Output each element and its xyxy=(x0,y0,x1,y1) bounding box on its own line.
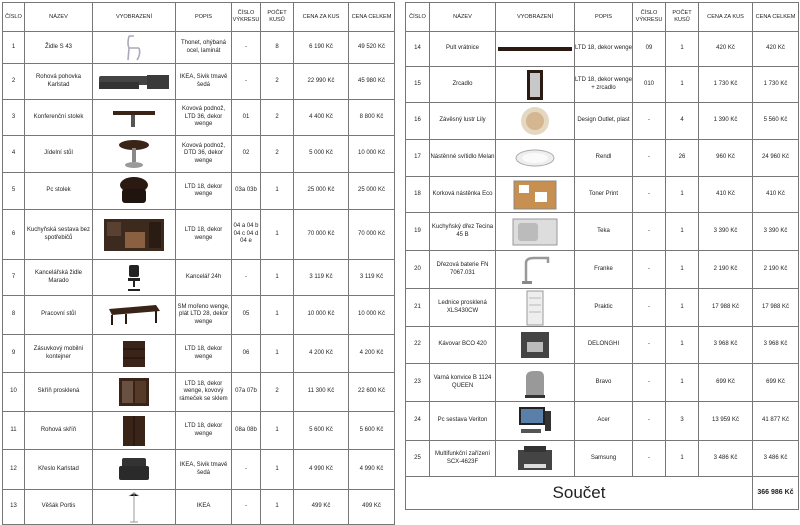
header-desc: POPIS xyxy=(575,3,633,32)
cell-desc: IKEA xyxy=(176,490,232,525)
cell-num: 7 xyxy=(3,260,25,296)
cell-qty: 1 xyxy=(261,296,294,335)
cell-total-price: 2 190 Kč xyxy=(753,251,799,289)
cell-unit-price: 1 730 Kč xyxy=(699,67,753,103)
cell-name: Kuchyňská sestava bez spotřebičů xyxy=(25,210,93,260)
cell-desc: IKEA, Sivik tmavě šedá xyxy=(176,450,232,490)
cell-unit-price: 17 988 Kč xyxy=(699,289,753,327)
summary-label: Součet xyxy=(406,477,753,510)
header-name: NÁZEV xyxy=(25,3,93,32)
cell-name: Varná konvice B 1124 QUEEN xyxy=(430,364,496,402)
cell-unit-price: 11 300 Kč xyxy=(294,373,349,412)
header-num: ČÍSLO xyxy=(406,3,430,32)
table-row xyxy=(406,67,799,103)
cell-unit-price: 3 486 Kč xyxy=(699,441,753,477)
cell-name: Multifunkční zařízení SCX-4623F xyxy=(430,441,496,477)
sofa-icon xyxy=(93,73,175,91)
cell-drawing: - xyxy=(633,364,666,402)
computer-icon xyxy=(496,405,574,437)
cell-total-price: 10 000 Kč xyxy=(349,296,395,335)
cell-total-price: 45 980 Kč xyxy=(349,64,395,100)
cell-name: Kancelářská židle Marado xyxy=(25,260,93,296)
chair-icon xyxy=(93,34,175,62)
cell-drawing: 01 xyxy=(232,100,261,136)
cell-num: 20 xyxy=(406,251,430,289)
cell-drawing: - xyxy=(633,441,666,477)
table-row xyxy=(406,251,799,289)
table-row xyxy=(3,335,395,373)
glass-cabinet-icon xyxy=(93,376,175,408)
cell-drawing: - xyxy=(232,260,261,296)
header-total-price: CENA CELKEM xyxy=(349,3,395,32)
table-row xyxy=(3,173,395,210)
cell-drawing: 010 xyxy=(633,67,666,103)
cell-unit-price: 2 190 Kč xyxy=(699,251,753,289)
cell-total-price: 49 520 Kč xyxy=(349,32,395,64)
cell-desc: Kancelář 24h xyxy=(176,260,232,296)
cell-unit-price: 1 390 Kč xyxy=(699,103,753,140)
cell-qty: 1 xyxy=(261,210,294,260)
cell-unit-price: 13 959 Kč xyxy=(699,402,753,441)
coat-rack-icon xyxy=(93,490,175,524)
cell-unit-price: 960 Kč xyxy=(699,140,753,177)
chandelier-icon xyxy=(496,105,574,137)
cell-drawing: - xyxy=(232,450,261,490)
cell-unit-price: 70 000 Kč xyxy=(294,210,349,260)
cell-name: Korková nástěnka Eco xyxy=(430,177,496,213)
cell-desc: Toner Print xyxy=(575,177,633,213)
cell-total-price: 25 000 Kč xyxy=(349,173,395,210)
cell-num: 15 xyxy=(406,67,430,103)
cell-num: 3 xyxy=(3,100,25,136)
cell-unit-price: 4 990 Kč xyxy=(294,450,349,490)
cell-total-price: 3 390 Kč xyxy=(753,213,799,251)
printer-icon xyxy=(496,444,574,474)
cell-num: 17 xyxy=(406,140,430,177)
cell-qty: 1 xyxy=(666,32,699,67)
drawer-container-icon xyxy=(93,339,175,369)
cell-qty: 1 xyxy=(261,450,294,490)
cell-name: Nástěnné svítidlo Melan xyxy=(430,140,496,177)
cell-num: 16 xyxy=(406,103,430,140)
cell-total-price: 3 968 Kč xyxy=(753,327,799,364)
cell-total-price: 5 600 Kč xyxy=(349,412,395,450)
cell-total-price: 5 560 Kč xyxy=(753,103,799,140)
cell-qty: 1 xyxy=(666,289,699,327)
cell-drawing: 05 xyxy=(232,296,261,335)
cell-image xyxy=(496,140,575,177)
pc-desk-icon xyxy=(93,175,175,207)
cell-unit-price: 10 000 Kč xyxy=(294,296,349,335)
mirror-icon xyxy=(496,68,574,102)
cell-name: Dřezová baterie FN 7067.031 xyxy=(430,251,496,289)
cell-qty: 1 xyxy=(666,364,699,402)
cell-drawing: 08a 08b xyxy=(232,412,261,450)
cell-qty: 1 xyxy=(666,327,699,364)
cell-unit-price: 4 200 Kč xyxy=(294,335,349,373)
cell-desc: LTD 18, dekor wenge xyxy=(176,173,232,210)
cell-unit-price: 410 Kč xyxy=(699,177,753,213)
cell-image xyxy=(93,64,176,100)
cell-num: 9 xyxy=(3,335,25,373)
cell-total-price: 4 200 Kč xyxy=(349,335,395,373)
table-row xyxy=(406,402,799,441)
cell-total-price: 499 Kč xyxy=(349,490,395,525)
cell-unit-price: 6 190 Kč xyxy=(294,32,349,64)
kettle-icon xyxy=(496,367,574,399)
cell-drawing: 07a 07b xyxy=(232,373,261,412)
header-row xyxy=(406,3,799,32)
cell-qty: 2 xyxy=(261,136,294,173)
header-drawing: ČÍSLO VÝKRESU xyxy=(633,3,666,32)
cell-qty: 1 xyxy=(261,490,294,525)
cell-num: 5 xyxy=(3,173,25,210)
cell-total-price: 10 000 Kč xyxy=(349,136,395,173)
cell-drawing: - xyxy=(633,327,666,364)
cell-name: Lednice prosklená XLS430CW xyxy=(430,289,496,327)
cell-desc: LTD 18, dekor wenge xyxy=(575,32,633,67)
summary-total: 366 986 Kč xyxy=(753,477,799,510)
cell-name: Pc sestava Veriton xyxy=(430,402,496,441)
cell-image xyxy=(496,177,575,213)
cell-name: Křeslo Karlstad xyxy=(25,450,93,490)
cell-qty: 3 xyxy=(666,402,699,441)
cell-qty: 1 xyxy=(666,251,699,289)
cell-qty: 4 xyxy=(666,103,699,140)
cell-image xyxy=(93,260,176,296)
cell-num: 19 xyxy=(406,213,430,251)
cell-desc: Teka xyxy=(575,213,633,251)
cell-image xyxy=(496,364,575,402)
cell-desc: LTD 18, dekor wenge, kovový rámeček se sklem xyxy=(176,373,232,412)
cell-name: Zásuvkový mobilní kontejner xyxy=(25,335,93,373)
cell-total-price: 8 800 Kč xyxy=(349,100,395,136)
cell-image xyxy=(93,335,176,373)
cell-drawing: - xyxy=(232,64,261,100)
table-row xyxy=(3,136,395,173)
cell-image xyxy=(93,173,176,210)
coffee-machine-icon xyxy=(496,330,574,360)
cell-qty: 1 xyxy=(666,177,699,213)
armchair-icon xyxy=(93,456,175,484)
cell-num: 6 xyxy=(3,210,25,260)
cell-total-price: 420 Kč xyxy=(753,32,799,67)
cell-qty: 1 xyxy=(261,412,294,450)
header-image: VYOBRAZENÍ xyxy=(496,3,575,32)
cell-qty: 2 xyxy=(261,64,294,100)
cell-desc: LTD 18, dekor wenge xyxy=(176,412,232,450)
faucet-icon xyxy=(496,255,574,285)
cell-num: 10 xyxy=(3,373,25,412)
cell-image xyxy=(93,32,176,64)
cell-desc: LTD 18, dekor wenge + zrcadlo xyxy=(575,67,633,103)
cell-total-price: 1 730 Kč xyxy=(753,67,799,103)
cell-image xyxy=(93,136,176,173)
cell-desc: SM mořeno wenge, plát LTD 28, dekor wenge xyxy=(176,296,232,335)
cell-unit-price: 4 400 Kč xyxy=(294,100,349,136)
cell-desc: LTD 18, dekor wenge xyxy=(176,210,232,260)
cell-num: 21 xyxy=(406,289,430,327)
cell-drawing: 03a 03b xyxy=(232,173,261,210)
cell-name: Rohová pohovka Karlstad xyxy=(25,64,93,100)
cell-total-price: 699 Kč xyxy=(753,364,799,402)
cell-drawing: - xyxy=(633,289,666,327)
cell-desc: Kovová podnož, DTD 36, dekor wenge xyxy=(176,136,232,173)
cell-drawing: - xyxy=(633,213,666,251)
cell-qty: 1 xyxy=(666,67,699,103)
cell-desc: Franke xyxy=(575,251,633,289)
cell-drawing: - xyxy=(633,177,666,213)
header-image: VYOBRAZENÍ xyxy=(93,3,176,32)
kitchen-icon xyxy=(93,218,175,252)
cell-name: Rohová skříň xyxy=(25,412,93,450)
cell-num: 14 xyxy=(406,32,430,67)
cell-total-price: 24 960 Kč xyxy=(753,140,799,177)
cell-desc: Kovová podnož, LTD 36, dekor wenge xyxy=(176,100,232,136)
work-desk-icon xyxy=(93,303,175,327)
cell-image xyxy=(93,296,176,335)
table-row xyxy=(406,213,799,251)
table-row xyxy=(406,364,799,402)
cell-unit-price: 25 000 Kč xyxy=(294,173,349,210)
cell-name: Závěsný lustr Lily xyxy=(430,103,496,140)
cell-drawing: - xyxy=(232,32,261,64)
cell-qty: 2 xyxy=(261,100,294,136)
cell-qty: 26 xyxy=(666,140,699,177)
cell-desc: Praktic xyxy=(575,289,633,327)
header-desc: POPIS xyxy=(176,3,232,32)
cell-image xyxy=(93,373,176,412)
cell-total-price: 41 877 Kč xyxy=(753,402,799,441)
cell-name: Pc stolek xyxy=(25,173,93,210)
cell-drawing: - xyxy=(232,490,261,525)
cell-image xyxy=(496,251,575,289)
cell-qty: 2 xyxy=(261,373,294,412)
cell-total-price: 17 988 Kč xyxy=(753,289,799,327)
sink-icon xyxy=(496,217,574,247)
cell-total-price: 22 600 Kč xyxy=(349,373,395,412)
cell-name: Židle S 43 xyxy=(25,32,93,64)
cell-num: 4 xyxy=(3,136,25,173)
cell-name: Zrcadlo xyxy=(430,67,496,103)
furniture-table-right xyxy=(405,2,799,510)
table-row xyxy=(3,296,395,335)
header-name: NÁZEV xyxy=(430,3,496,32)
cell-unit-price: 499 Kč xyxy=(294,490,349,525)
cell-unit-price: 3 390 Kč xyxy=(699,213,753,251)
cell-image xyxy=(496,402,575,441)
cell-desc: Rendl xyxy=(575,140,633,177)
cell-unit-price: 5 600 Kč xyxy=(294,412,349,450)
header-unit-price: CENA ZA KUS xyxy=(294,3,349,32)
cell-image xyxy=(496,213,575,251)
cell-unit-price: 3 119 Kč xyxy=(294,260,349,296)
cell-unit-price: 5 000 Kč xyxy=(294,136,349,173)
cell-qty: 1 xyxy=(666,441,699,477)
cell-image xyxy=(496,103,575,140)
cell-num: 23 xyxy=(406,364,430,402)
cell-num: 24 xyxy=(406,402,430,441)
table-row xyxy=(3,450,395,490)
table-row xyxy=(3,64,395,100)
cell-name: Kuchyňský dřez Tecina 45 B xyxy=(430,213,496,251)
cell-image xyxy=(496,67,575,103)
header-qty: POČET KUSŮ xyxy=(261,3,294,32)
cell-desc: Thonet, ohýbaná ocel, laminát xyxy=(176,32,232,64)
cell-image xyxy=(496,327,575,364)
table-row xyxy=(3,100,395,136)
table-row xyxy=(3,373,395,412)
cell-name: Pult vrátnice xyxy=(430,32,496,67)
cell-desc: LTD 18, dekor wenge xyxy=(176,335,232,373)
cell-name: Věšák Portis xyxy=(25,490,93,525)
cell-image xyxy=(93,450,176,490)
cell-unit-price: 22 990 Kč xyxy=(294,64,349,100)
header-row xyxy=(3,3,395,32)
cell-num: 25 xyxy=(406,441,430,477)
cell-name: Skříň prosklená xyxy=(25,373,93,412)
header-num: ČÍSLO xyxy=(3,3,25,32)
cell-total-price: 3 486 Kč xyxy=(753,441,799,477)
cell-image xyxy=(496,441,575,477)
corner-cabinet-icon xyxy=(93,414,175,448)
corkboard-icon xyxy=(496,180,574,210)
table-row xyxy=(406,103,799,140)
cell-qty: 1 xyxy=(666,213,699,251)
wall-lamp-icon xyxy=(496,146,574,170)
office-chair-icon xyxy=(93,264,175,292)
fridge-icon xyxy=(496,290,574,326)
cell-desc: Acer xyxy=(575,402,633,441)
header-drawing: ČÍSLO VÝKRESU xyxy=(232,3,261,32)
cell-total-price: 4 990 Kč xyxy=(349,450,395,490)
cell-image xyxy=(93,490,176,525)
table-row xyxy=(3,412,395,450)
cell-qty: 1 xyxy=(261,260,294,296)
table-row xyxy=(3,32,395,64)
cell-total-price: 3 119 Kč xyxy=(349,260,395,296)
cell-unit-price: 699 Kč xyxy=(699,364,753,402)
cell-name: Jídelní stůl xyxy=(25,136,93,173)
header-total-price: CENA CELKEM xyxy=(753,3,799,32)
table-row xyxy=(406,441,799,477)
counter-icon xyxy=(496,44,574,54)
cell-qty: 8 xyxy=(261,32,294,64)
cell-image xyxy=(93,412,176,450)
cell-desc: Samsung xyxy=(575,441,633,477)
furniture-table-left xyxy=(2,2,395,525)
summary-row xyxy=(406,477,799,510)
table-row xyxy=(406,289,799,327)
cell-drawing: 04 a 04 b 04 c 04 d 04 e xyxy=(232,210,261,260)
cell-name: Konferenční stolek xyxy=(25,100,93,136)
cell-num: 22 xyxy=(406,327,430,364)
cell-name: Kávovar BCO 420 xyxy=(430,327,496,364)
cell-unit-price: 3 968 Kč xyxy=(699,327,753,364)
cell-num: 2 xyxy=(3,64,25,100)
cell-drawing: - xyxy=(633,402,666,441)
cell-num: 18 xyxy=(406,177,430,213)
cell-drawing: - xyxy=(633,140,666,177)
cell-drawing: - xyxy=(633,103,666,140)
cell-num: 8 xyxy=(3,296,25,335)
cell-desc: DELONGHI xyxy=(575,327,633,364)
cell-image xyxy=(496,32,575,67)
header-unit-price: CENA ZA KUS xyxy=(699,3,753,32)
table-row xyxy=(3,260,395,296)
cell-num: 11 xyxy=(3,412,25,450)
table-row xyxy=(3,210,395,260)
table-row xyxy=(406,32,799,67)
cell-drawing: 09 xyxy=(633,32,666,67)
cell-qty: 1 xyxy=(261,173,294,210)
cell-desc: Bravo xyxy=(575,364,633,402)
coffee-table-icon xyxy=(93,107,175,129)
table-row xyxy=(3,490,395,525)
table-row xyxy=(406,140,799,177)
cell-image xyxy=(93,210,176,260)
cell-total-price: 410 Kč xyxy=(753,177,799,213)
cell-name: Pracovní stůl xyxy=(25,296,93,335)
cell-unit-price: 420 Kč xyxy=(699,32,753,67)
cell-drawing: 02 xyxy=(232,136,261,173)
cell-desc: IKEA, Sivik tmavě šedá xyxy=(176,64,232,100)
cell-total-price: 70 000 Kč xyxy=(349,210,395,260)
header-qty: POČET KUSŮ xyxy=(666,3,699,32)
cell-image xyxy=(496,289,575,327)
cell-drawing: 06 xyxy=(232,335,261,373)
cell-image xyxy=(93,100,176,136)
table-row xyxy=(406,177,799,213)
cell-num: 12 xyxy=(3,450,25,490)
cell-desc: Design Outlet, plast xyxy=(575,103,633,140)
cell-num: 1 xyxy=(3,32,25,64)
cell-qty: 1 xyxy=(261,335,294,373)
cell-drawing: - xyxy=(633,251,666,289)
table-row xyxy=(406,327,799,364)
dining-table-icon xyxy=(93,138,175,170)
cell-num: 13 xyxy=(3,490,25,525)
